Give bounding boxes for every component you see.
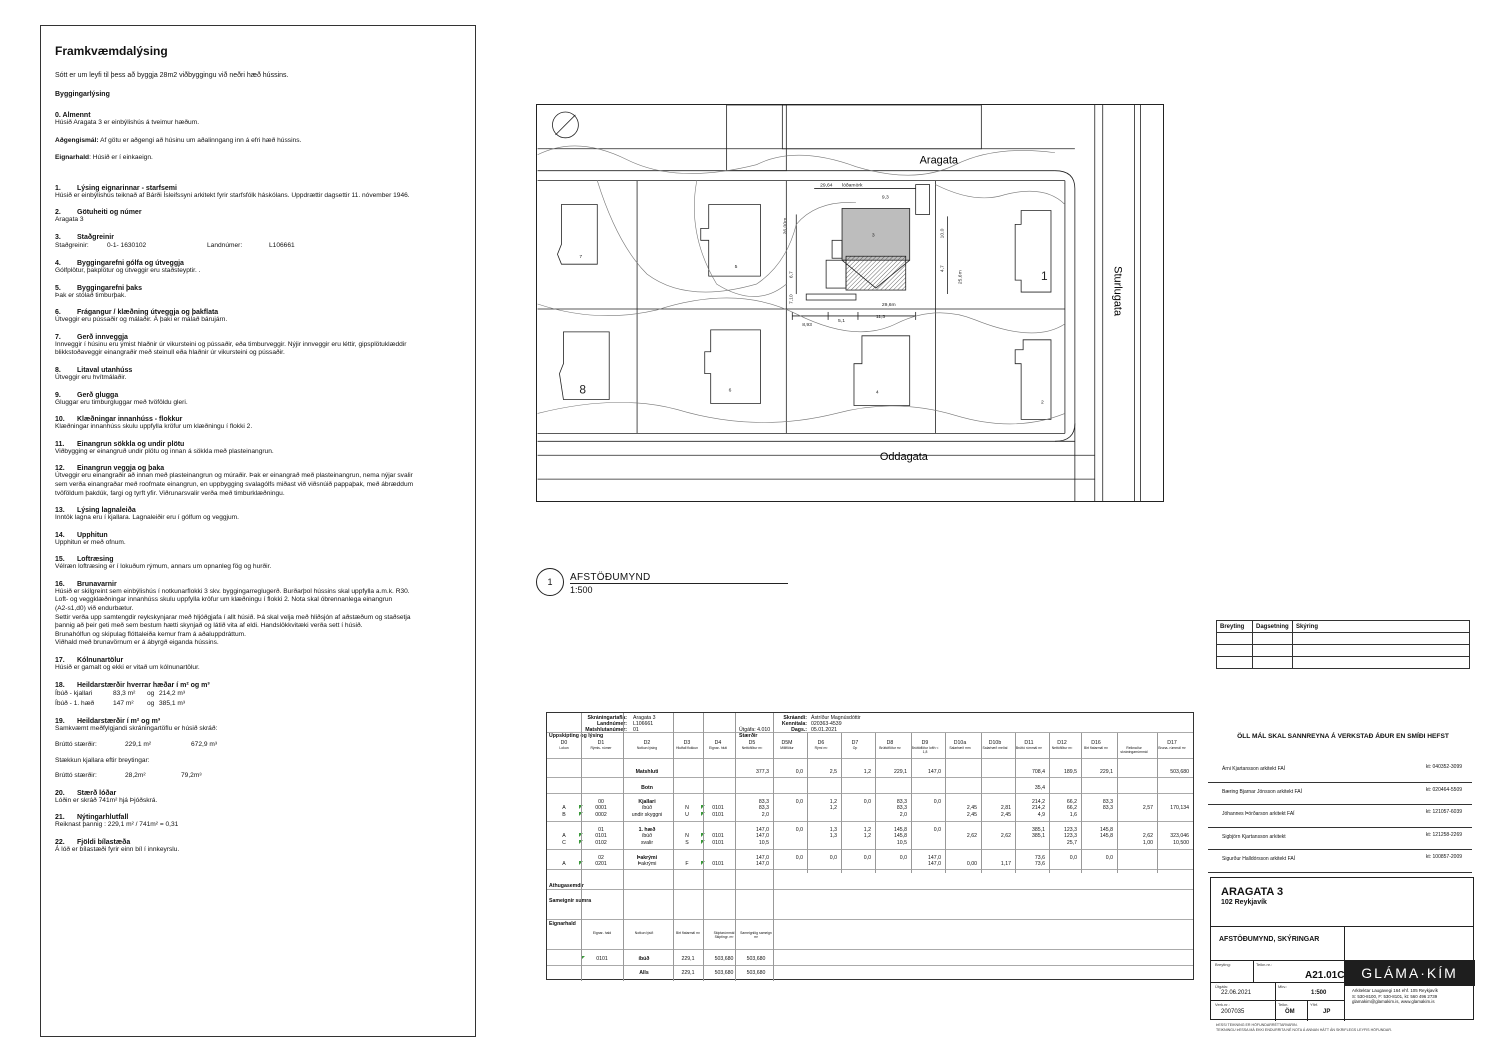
table-cell: 83,3 <box>896 799 907 805</box>
table-cell: 10,5 <box>758 840 769 846</box>
house-7 <box>557 204 597 264</box>
column-code: D17 <box>1167 740 1177 746</box>
table-cell: A <box>562 861 566 867</box>
section-19: 19. Heildarstærðir í m² og m³ Samkvæmt meðfylgjandi skráningartöflu er húsið skráð: Brúttó stærðir: 229,1 m² 672,9 m³ Stækkun kjallara eftir breytingar: Brúttó stærðir: 28,2m² 79,2m³ <box>55 717 218 779</box>
column-code: D10b <box>988 740 1002 746</box>
column-header: Salarhæð mm <box>949 746 971 750</box>
table-cell: F <box>685 861 689 867</box>
table-cell: 2,57 <box>1142 805 1153 811</box>
description-section: 6. Frágangur / klæðning útveggja og þakflata Útveggir eru pússaðir og málaðir. Á þaki er málað bárujárn. <box>55 309 228 324</box>
table-cell: 0101 <box>712 833 724 839</box>
table-cell: 147,0 <box>756 861 769 867</box>
architect-row: Sigurður Halldórsson arkitekt FAÍ kt: 100857-2009 <box>1208 850 1472 873</box>
table-cell: 1,2 <box>863 769 871 775</box>
column-code: D7 <box>851 740 859 746</box>
table-cell: 0201 <box>595 861 607 867</box>
table-cell: 214,2 <box>1032 799 1045 805</box>
ownership-header: Skiptarúmmál Skiptingr. m³ <box>713 931 735 939</box>
section-header: Stærðir <box>739 733 758 739</box>
ownership-text: Eignarhald: Húsið er í einkaeign. <box>55 154 153 162</box>
table-cell: N <box>685 805 689 811</box>
description-section: 15. Loftræsing Vélræn loftræsing er í lokuðum rýmum, annars um opnanleg fög og hurðir. <box>55 556 272 571</box>
table-cell: 0,0 <box>795 855 803 861</box>
table-cell: 145,8 <box>894 833 907 839</box>
meta-label: Dags.: <box>791 727 807 733</box>
table-cell: 83,3 <box>896 805 907 811</box>
column-code: D1 <box>597 740 605 746</box>
table-cell: Þakrými <box>636 855 658 861</box>
drawing-name: AFSTÖÐUMYND <box>570 572 651 583</box>
meta-value: Ástríður Magnúsdóttir <box>811 715 861 721</box>
house-2 <box>1015 340 1051 420</box>
dimension-label: 6,7 <box>789 271 795 279</box>
table-cell: 00 <box>598 799 604 805</box>
table-cell: 83,3 <box>1102 805 1113 811</box>
description-section: 17. Kólnunartölur Húsið er gamalt og ekki er vitað um kólnunartölur. <box>55 657 200 672</box>
street-label-top: Aragata <box>919 154 958 167</box>
dimension-label: 10,0 <box>940 228 946 239</box>
architect-row: Sigbjörn Kjartansson arkitekt kt: 121258-2269 <box>1208 828 1472 851</box>
meta-value: L106661 <box>633 721 654 727</box>
table-cell: 2,0 <box>761 812 769 818</box>
meta-label: Landnúmer: <box>597 721 627 727</box>
building-description-title: Byggingarlýsing <box>55 91 110 98</box>
table-cell: 147,0 <box>756 855 769 861</box>
ownership-total: 503,680 <box>714 970 734 976</box>
table-cell: 0101 <box>712 805 724 811</box>
table-cell: 2,62 <box>966 833 977 839</box>
column-header: Nettóflötur m² <box>1051 746 1073 750</box>
table-cell: 0,00 <box>966 861 977 867</box>
table-cell: 145,8 <box>1100 827 1113 833</box>
table-cell: 147,0 <box>756 833 769 839</box>
table-cell: A <box>562 833 566 839</box>
notes-label: Athugasemdir <box>549 883 584 889</box>
column-code: D9 <box>921 740 929 746</box>
column-header: Lokun <box>559 746 569 750</box>
column-header: Birt flatarmál m² <box>1084 746 1108 750</box>
dimension-label: 4,7 <box>940 265 946 273</box>
drawing-title: AFSTÖÐUMYND, SKÝRINGAR <box>1219 936 1320 943</box>
site-plan-drawing <box>537 105 1163 501</box>
architect-row: Árni Kjartansson arkitekt FAÍ kt: 040352-3099 <box>1208 760 1472 783</box>
column-code: D5M <box>781 740 793 746</box>
drawn-by: ÖM <box>1285 1009 1295 1015</box>
description-section: 20. Stærð lóðar Lóðin er skráð 741m² hjá Þjóðskrá. <box>55 789 158 804</box>
house-6 <box>705 330 761 404</box>
column-header: Reiknaður skráningarrúmmál <box>1120 746 1148 754</box>
floor-size-row: Íbúð - kjallari 83,3 m² og 214,2 m³ <box>55 689 186 697</box>
area-registration-table <box>546 712 1194 980</box>
table-cell: 0102 <box>595 840 607 846</box>
architect-list <box>1208 760 1472 873</box>
table-cell: 0,0 <box>829 855 837 861</box>
table-cell: 2,45 <box>966 805 977 811</box>
table-cell: 1. hæð <box>638 827 656 833</box>
section-header: Uppskipting og lýsing <box>549 733 604 739</box>
table-cell: 147,0 <box>928 769 941 775</box>
table-cell: 1,2 <box>829 805 837 811</box>
table-cell: 229,1 <box>1100 769 1113 775</box>
table-cell: 02 <box>598 855 604 861</box>
version-label: Útgáfa: 4.010 <box>739 727 771 733</box>
dimension-label: 29,6m <box>881 302 896 308</box>
table-cell: 0,0 <box>795 827 803 833</box>
section-3: 3. Staðgreinir Staðgreinir: 0-1- 1630102 Landnúmer: L106661 <box>55 233 295 249</box>
description-section: 7. Gerð innveggja Innveggir í húsinu eru ýmist hlaðnir úr vikursteini og pússaðir, eða timburveggir. Nýjir innveggir eru léttir, gipsplötuklæddir blikkstoðaveggir einangraðir með steinull eða hlaðnir úr vikursteini og pússaðir. <box>55 333 407 357</box>
table-cell: undir skyggni <box>631 812 663 818</box>
table-cell: 01 <box>598 827 604 833</box>
table-cell: 25,7 <box>1066 840 1077 846</box>
drawing-code: A21.01C <box>1305 970 1345 981</box>
ownership-header: Sameignlög sameign m³ <box>740 931 772 939</box>
column-code: D12 <box>1057 740 1067 746</box>
section-18: 18. Heildarstærðir hverrar hæðar í m² og m³ Íbúð - kjallari 83,3 m² og 214,2 m³ Íbúð - 1. hæð 147 m² og 385,1 m³ <box>55 682 461 709</box>
ownership-cell: íbúð <box>638 956 650 962</box>
table-cell: 145,8 <box>894 827 907 833</box>
description-section: 9. Gerð glugga Gluggar eru timburgluggar með tvöföldu gleri. <box>55 391 188 406</box>
description-section: 21. Nýtingarhlutfall Reiknast þannig : 229,1 m² / 741m² = 0,31 <box>55 814 179 829</box>
column-header: Brúttóflötur lofth < 1,8 <box>911 746 939 754</box>
table-cell: 0001 <box>595 805 607 811</box>
street-label-bottom: Oddagata <box>879 451 928 464</box>
architect-row: Bæring Bjarnar Jónsson arkitekt FAÍ kt: 020464-5509 <box>1208 783 1472 806</box>
table-cell: 147,0 <box>928 861 941 867</box>
table-cell: 10,500 <box>1173 840 1189 846</box>
description-section: 13. Lýsing lagnaleiða Inntök lagna eru í kjallara. Lagnaleiðir eru í gólfum og veggjum. <box>55 507 240 522</box>
section-0: 0. Almennt Húsið Aragata 3 er einbýlishús á tveimur hæðum. <box>55 112 200 126</box>
table-cell: 0101 <box>712 812 724 818</box>
ownership-cell: 0101 <box>596 956 608 962</box>
ownership-cell: 229,1 <box>681 956 695 962</box>
description-section: 4. Byggingarefni gólfa og útveggja Gólfplötur, þakplötur og útveggir eru staðsteyptir. . <box>55 259 201 274</box>
office-address: Arkitektar Laugavegi 164 ehf. 105 Reykjavík S: 530-8100, F: 530-8101, kt: 560 496 2739 glamakim@glamakim.is, www.glamakim.is <box>1352 988 1438 1005</box>
table-cell: 189,5 <box>1064 769 1077 775</box>
column-header: Brúttó rúmmál m³ <box>1015 746 1043 750</box>
site-plan <box>536 104 1164 502</box>
house-4 <box>854 336 910 406</box>
table-cell: 214,2 <box>1032 805 1045 811</box>
column-code: D4 <box>714 740 722 746</box>
drawing-number: 1 <box>536 568 564 596</box>
table-cell: 1,2 <box>863 827 871 833</box>
meta-label: Skráningartafla: <box>587 715 627 721</box>
table-cell: 0101 <box>712 840 724 846</box>
revision-header: Dagsetning <box>1253 621 1293 633</box>
column-header: Salarhæð meðal <box>982 746 1008 750</box>
floor-size-row: Íbúð - 1. hæð 147 m² og 385,1 m³ <box>55 699 186 707</box>
ownership-header: Notkun lýsið <box>634 931 654 935</box>
column-header: Notkun lýsing <box>636 746 658 750</box>
lot-number: 3 <box>871 233 875 239</box>
table-cell: 385,1 <box>1032 827 1045 833</box>
column-code: D10a <box>953 740 967 746</box>
table-cell: 123,3 <box>1064 833 1077 839</box>
gláma-kím-logo: GLÁMA·KÍM <box>1344 960 1475 986</box>
table-cell: 4,9 <box>1037 812 1045 818</box>
lot-number: 2 <box>1041 400 1044 406</box>
table-cell: 73,6 <box>1034 855 1045 861</box>
scale-value: 1:500 <box>1311 990 1327 996</box>
project-name: ARAGATA 3 <box>1221 886 1284 898</box>
dimension-label: 7,10 <box>789 294 795 304</box>
house-5 <box>701 204 761 276</box>
table-cell: 83,3 <box>1102 799 1113 805</box>
architect-row: Jóhannes Þórðarson arkitekt FAÍ kt: 121057-6039 <box>1208 805 1472 828</box>
intro-text: Sótt er um leyfi til þess að byggja 28m2 viðbyggingu við neðri hæð hússins. <box>55 72 289 79</box>
dimension-label: 26,00m <box>783 217 789 235</box>
table-cell: 10,5 <box>896 840 907 846</box>
checked-by: JP <box>1323 1009 1331 1015</box>
column-code: D2 <box>643 740 651 746</box>
project-city: 102 Reykjavík <box>1221 899 1267 906</box>
meta-value: 020363-4539 <box>811 721 842 727</box>
ownership-total: 503,680 <box>746 970 766 976</box>
verify-notice: ÖLL MÁL SKAL SANNREYNA Á VERKSTAÐ ÁÐUR EN SMÍÐI HEFST <box>1237 733 1449 740</box>
boundary-label: lóðamörk <box>842 183 863 189</box>
lot-number: 5 <box>734 265 738 271</box>
street-label-right: Sturlugata <box>1111 266 1124 317</box>
column-header: Nettóflötur m² <box>741 746 763 750</box>
column-header: Rýmí m² <box>814 746 828 750</box>
issue-date: 22.06.2021 <box>1221 990 1252 996</box>
table-cell: Kjallari <box>638 799 656 805</box>
table-cell: 1,00 <box>1142 840 1153 846</box>
table-cell: 0,0 <box>1069 855 1077 861</box>
table-cell: Þakrými <box>637 861 657 867</box>
access-text: Aðgengismál: Af götu er aðgengi að húsinu um aðalinngang inn á efri hæð hússins. <box>55 136 302 144</box>
table-cell: 0,0 <box>795 799 803 805</box>
description-section: 5. Byggingarefni þaks Þak er stólað timburþak. <box>55 284 142 299</box>
description-section: 12. Einangrun veggja og þaka Útveggir eru einangraðir að innan með plasteinangrun og múraðir. Þak er einangrað með plasteinangrun, nema nýjar svalir sem verða einangraðar með roofmate einangrun, en uppbygging svalagólfs miðast við viðsnúið pappaþak, með ábræddum tvöföldum þakdúk, fargi og tyrft yfir. Viðrunarsvalir verða með timburklæðningu. <box>55 465 414 497</box>
column-code: D3 <box>683 740 691 746</box>
table-cell: 1,6 <box>1069 812 1077 818</box>
table-cell: 123,3 <box>1064 827 1077 833</box>
dimension-label: 11,3 <box>875 314 886 320</box>
meta-value: 01 <box>633 727 639 733</box>
table-cell: 385,1 <box>1032 833 1045 839</box>
table-cell: 708,4 <box>1032 769 1045 775</box>
column-code: D11 <box>1024 740 1034 746</box>
meta-label: Skráandi: <box>783 715 807 721</box>
description-section: 1. Lýsing eignarinnar - starfsemi Húsið er einbýlishús teiknað af Bárði Ísleifssyni arkitekt fyrir starfsfólk háskólans. Uppdrættir dagsettir 11. nóvember 1946. <box>55 184 410 199</box>
table-cell: 66,2 <box>1066 799 1077 805</box>
table-cell: 229,1 <box>894 769 907 775</box>
table-cell: Matshluti <box>635 769 659 775</box>
table-cell: 2,0 <box>899 812 907 818</box>
dimension-label: 9,3 <box>881 195 889 201</box>
table-cell: 2,62 <box>1142 833 1153 839</box>
table-cell: 2,45 <box>1000 812 1011 818</box>
table-cell: N <box>685 833 689 839</box>
column-header: Eignar- hluti <box>708 746 728 750</box>
table-cell: 145,8 <box>1100 833 1113 839</box>
table-cell: 0002 <box>595 812 607 818</box>
table-cell: 0,0 <box>899 855 907 861</box>
sections-1-2 <box>55 185 461 225</box>
table-cell: 1,3 <box>829 833 837 839</box>
column-header: Bruna- rúmmál m³ <box>1158 746 1186 750</box>
shared-label: Sameignir sumra <box>549 898 592 904</box>
sections-20-22 <box>55 790 461 855</box>
description-section: 22. Fjöldi bílastæða Á lóð er bílastæði fyrir einn bíl í innkeyrslu. <box>55 839 180 853</box>
table-cell: 1,17 <box>1000 861 1011 867</box>
meta-value: Aragata 3 <box>633 715 656 721</box>
dimension-label: 5,1 <box>838 318 845 324</box>
column-header: Milliflötur <box>780 746 794 750</box>
column-code: D6 <box>817 740 825 746</box>
lot-number: 6 <box>728 388 732 394</box>
table-cell: 0,0 <box>863 799 871 805</box>
ownership-label: Eignarhald <box>549 921 576 927</box>
meta-label: Kennitala: <box>781 721 807 727</box>
description-panel <box>40 25 476 1037</box>
lot-number: 4 <box>875 390 879 396</box>
revision-header: Skýring <box>1293 621 1470 633</box>
column-code: D16 <box>1091 740 1101 746</box>
column-code: D8 <box>886 740 894 746</box>
table-cell: 1,3 <box>829 827 837 833</box>
table-cell: íbúð <box>641 805 653 811</box>
ownership-total: Alls <box>639 970 649 976</box>
drawing-caption <box>536 568 796 608</box>
table-cell: íbúð <box>641 833 653 839</box>
table-cell: S <box>685 840 689 846</box>
column-code: D5 <box>748 740 756 746</box>
table-cell: A <box>562 805 566 811</box>
table-cell: Botn <box>641 785 653 791</box>
description-section: 10. Klæðningar innanhúss - flokkur Klæðningar innanhúss skulu uppfylla kröfur um klæðningu í flokki 2. <box>55 416 253 431</box>
lot-number: 7 <box>579 255 583 261</box>
revision-table <box>1216 620 1470 669</box>
ownership-header: Birt flatarmál m² <box>676 931 700 935</box>
table-cell: 2,5 <box>829 769 837 775</box>
dimension-label: 29,64 <box>820 183 833 189</box>
job-number: 2007035 <box>1221 1009 1245 1015</box>
column-header: Hlutfall flokkun <box>675 746 699 750</box>
meta-value: 05.01.2021 <box>811 727 837 733</box>
ownership-cell: 503,680 <box>746 956 766 962</box>
table-cell: 0101 <box>712 861 724 867</box>
table-cell: 503,680 <box>1170 769 1189 775</box>
table-cell: 2,62 <box>1000 833 1011 839</box>
dimension-label: 8,93 <box>802 322 812 328</box>
table-cell: 83,3 <box>758 799 769 805</box>
column-header: Op <box>852 746 858 750</box>
table-cell: 2,45 <box>966 812 977 818</box>
table-cell: 0,0 <box>795 769 803 775</box>
ownership-total: 229,1 <box>681 970 695 976</box>
table-cell: 1,2 <box>863 833 871 839</box>
ownership-header: Eignar- hald <box>592 931 612 935</box>
description-section: 11. Einangrun sökkla og undir plötu Viðbygging er einangruð undir plötu og innan á sökkla með plasteinangrun. <box>55 440 274 455</box>
table-cell: B <box>562 812 566 818</box>
description-section: 16. Brunavarnir Húsið er skilgreint sem einbýlishús í notkunarflokki 3 skv. byggingarreglugerð. Burðarþol hússins skal uppfylla a.m.k. R30. Loft- og veggklæðningar innanhúss skulu uppfylla kröfur um klæðningu í flokki 2. Nota skal óbrennanlega einangrun (A2-s1,d0) við endurbætur. Settir verða upp samtengdir reykskynjarar með hljóðgjafa í allt húsið. Þá skal velja með hliðsjón af aðstæðum og staðsetja þannig að þeir geti með sem bestum hætti skynjað og látið vita af eldi. Handslökkvitæki verða sett í húsið. Brunahólfun og skipulag flóttaleiða kemur fram á aðaluppdráttum. Viðhald með brunavörnum er á ábyrgð eiganda hússins. <box>55 580 411 647</box>
table-cell: 1,2 <box>829 799 837 805</box>
column-header: Rýmis- númer <box>590 746 612 750</box>
lot-number: 8 <box>579 382 587 397</box>
table-cell: 0101 <box>595 833 607 839</box>
meta-label: Matshlutanúmer: <box>585 727 627 733</box>
description-section: 8. Litaval utanhúss Útveggir eru hvítmálaðir. <box>55 366 133 381</box>
dimension-label: 25,6m <box>958 270 964 285</box>
table-cell: 0,0 <box>863 855 871 861</box>
table-cell: 377,3 <box>756 769 769 775</box>
sections-4-17 <box>55 260 461 673</box>
lot-number: 1 <box>1041 269 1048 284</box>
table-cell: 323,046 <box>1170 833 1189 839</box>
description-title: Framkvæmdalýsing <box>55 44 168 58</box>
table-cell: 0,0 <box>1105 855 1113 861</box>
table-cell: 83,3 <box>758 805 769 811</box>
column-code: D0 <box>560 740 568 746</box>
table-cell: 0,0 <box>933 827 941 833</box>
copyright-note: ÞESSI TEIKNING ER HÖFUNDARRÉTTARVARIN. TEIKNINGU ÞESSA MÁ EKKI ENDURRITA NÉ NOTA Á ANNAN HÁTT ÁN SKRIFLEGS LEYFIS HÖFUNDAR. <box>1216 1023 1392 1032</box>
table-cell: 2,81 <box>1000 805 1011 811</box>
table-cell: 147,0 <box>756 827 769 833</box>
table-cell: U <box>685 812 689 818</box>
title-block: ARAGATA 3 102 Reykjavík AFSTÖÐUMYND, SKÝRINGAR Breyting: Teikn.nr.: A21.01C GLÁMA·KÍM Útgáfa: 22.06.2021 Mkv.: 1:500 Verk.nr.: 2007035 Teikn. ÖM Yfirf. JP Arkitektar Laugavegi 164 ehf. 105 Reykjavík S: 530-8100, F: 530-8101, kt: 560 496 2739 glamakim@glamakim.is, www.glamakim.is <box>1210 877 1474 1020</box>
ownership-cell: 503,680 <box>714 956 734 962</box>
table-cell: 66,2 <box>1066 805 1077 811</box>
table-cell: C <box>562 840 566 846</box>
table-cell: 73,6 <box>1034 861 1045 867</box>
description-section: 14. Upphitun Upphitun er með ofnum. <box>55 531 126 546</box>
table-cell: svalir <box>640 840 654 846</box>
table-cell: 35,4 <box>1034 785 1045 791</box>
description-section: 2. Götuheiti og númer Aragata 3 <box>55 209 142 224</box>
revision-header: Breyting <box>1217 621 1253 633</box>
column-header: Brúttóflötur m² <box>879 746 901 750</box>
table-cell: 170,134 <box>1170 805 1189 811</box>
table-cell: 0,0 <box>933 799 941 805</box>
drawing-scale: 1:500 <box>570 585 593 595</box>
table-cell: 147,0 <box>928 855 941 861</box>
